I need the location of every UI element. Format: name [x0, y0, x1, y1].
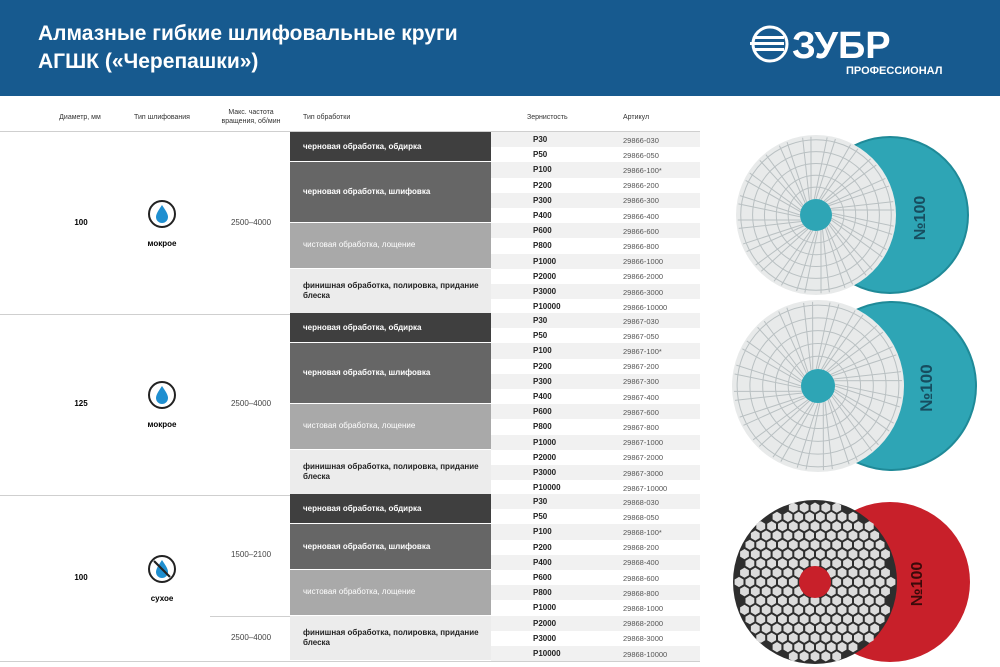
grit-value: P100	[533, 346, 552, 356]
grit-value: P100	[533, 165, 552, 175]
grit-value: P800	[533, 422, 552, 432]
grit-value: P1000	[533, 437, 557, 447]
diameter-value: 125	[74, 399, 88, 409]
grit-value: P200	[533, 361, 552, 371]
article-number: 29868-200	[623, 543, 659, 553]
product-section	[0, 132, 700, 314]
article-number: 29866-800	[623, 241, 659, 251]
row-band	[491, 132, 700, 147]
row-band	[491, 404, 700, 419]
processing-type-label: чистовая обработка, лощение	[303, 421, 416, 431]
row-band	[491, 646, 700, 661]
no-water-icon	[147, 554, 177, 584]
grit-value: P800	[533, 588, 552, 598]
article-number: 29868-3000	[623, 634, 664, 644]
article-number: 29867-2000	[623, 453, 664, 463]
article-number: 29866-3000	[623, 287, 664, 297]
processing-type	[290, 494, 491, 524]
grit-value: P3000	[533, 633, 557, 643]
grit-value: P10000	[533, 483, 561, 493]
row-band	[491, 555, 700, 570]
row-band	[491, 374, 700, 389]
grit-value: P200	[533, 180, 552, 190]
grinding-mode-label: мокрое	[147, 420, 177, 430]
row-band	[491, 524, 700, 539]
disc-100-wet-image	[730, 130, 990, 305]
grit-value: P2000	[533, 452, 557, 462]
grit-value: P600	[533, 407, 552, 417]
article-number: 29867-600	[623, 407, 659, 417]
grit-value: P200	[533, 542, 552, 552]
processing-type-label: черновая обработка, обдирка	[303, 322, 422, 332]
row-band	[491, 223, 700, 238]
grit-value: P30	[533, 316, 548, 325]
article-number: 29867-400	[623, 392, 659, 402]
grit-value: P800	[533, 241, 552, 251]
article-number: 29866-1000	[623, 257, 664, 267]
article-number: 29866-050	[623, 150, 659, 160]
article-number: 29867-300	[623, 377, 659, 387]
disc-label: №100	[917, 364, 936, 412]
product-section	[0, 313, 700, 495]
article-number: 29867-200	[623, 362, 659, 372]
grit-value: P10000	[533, 302, 561, 312]
row-band	[491, 435, 700, 450]
water-drop-icon	[147, 199, 177, 229]
brand-name: ЗУБР	[792, 25, 891, 67]
disc-100-dry-image	[730, 498, 990, 667]
grit-value: P10000	[533, 649, 561, 658]
row-band	[491, 284, 700, 299]
grit-value: P100	[533, 527, 552, 537]
brand-subtitle: ПРОФЕССИОНАЛ	[846, 65, 943, 77]
processing-type	[290, 313, 491, 343]
diameter-value: 100	[74, 572, 88, 582]
processing-type-label: финишная обработка, полировка, придание блеска	[303, 462, 479, 482]
col-max-speed-l2: вращения, об/мин	[221, 118, 281, 125]
processing-type	[290, 616, 491, 662]
processing-type	[290, 570, 491, 616]
row-band	[491, 494, 700, 509]
col-processing: Тип обработки	[303, 114, 351, 121]
product-section	[0, 494, 700, 661]
article-number: 29867-050	[623, 331, 659, 341]
col-max-speed-l1: Макс. частота	[228, 109, 274, 116]
page-title-line2: АГШК («Черепашки»)	[38, 50, 259, 73]
article-number: 29866-2000	[623, 272, 664, 282]
water-drop-icon	[147, 380, 177, 410]
processing-type-label: черновая обработка, обдирка	[303, 141, 422, 151]
processing-type-label: финишная обработка, полировка, придание блеска	[303, 627, 479, 647]
col-diameter: Диаметр, мм	[59, 114, 101, 121]
col-article: Артикул	[623, 114, 650, 121]
grit-value: P2000	[533, 271, 557, 281]
col-grinding-type: Тип шлифования	[134, 114, 190, 121]
article-number: 29866-200	[623, 181, 659, 191]
row-band	[491, 193, 700, 208]
grit-value: P3000	[533, 468, 557, 477]
grit-value: P600	[533, 573, 552, 582]
processing-type-label: черновая обработка, шлифовка	[303, 368, 431, 378]
article-number: 29868-600	[623, 573, 659, 583]
grit-value: P2000	[533, 618, 557, 628]
article-number: 29866-10000	[623, 302, 668, 312]
grit-value: P300	[533, 195, 552, 205]
row-band	[491, 162, 700, 177]
disc-label: №100	[912, 195, 929, 241]
grinding-mode-label: мокрое	[147, 239, 177, 249]
grinding-mode-label: сухое	[150, 593, 174, 603]
article-number: 29867-100*	[623, 346, 662, 356]
column-headers	[0, 96, 1000, 132]
grit-value: P1000	[533, 256, 557, 266]
max-speed-value: 1500–2100	[230, 549, 272, 559]
processing-type-label: черновая обработка, обдирка	[303, 503, 422, 513]
processing-type-label: чистовая обработка, лощение	[303, 587, 416, 597]
article-number: 29867-3000	[623, 468, 664, 478]
article-number: 29866-600	[623, 226, 659, 236]
processing-type	[290, 269, 491, 315]
processing-type-label: финишная обработка, полировка, придание блеска	[303, 281, 479, 301]
grit-value: P50	[533, 512, 548, 522]
grit-value: P3000	[533, 287, 557, 296]
speed-lines-icon	[750, 27, 787, 61]
processing-type	[290, 162, 491, 223]
grit-value: P400	[533, 392, 552, 401]
processing-type	[290, 450, 491, 496]
article-number: 29868-2000	[623, 619, 664, 629]
processing-type	[290, 223, 491, 269]
grit-value: P600	[533, 226, 552, 236]
disc-label: №100	[909, 561, 926, 607]
grit-value: P300	[533, 376, 552, 386]
processing-type	[290, 524, 491, 570]
divider	[0, 661, 700, 662]
article-number: 29868-100*	[623, 527, 662, 537]
row-band	[491, 254, 700, 269]
diameter-value: 100	[74, 218, 88, 228]
page-title-line1: Алмазные гибкие шлифовальные круги	[38, 22, 458, 45]
processing-type	[290, 343, 491, 404]
processing-type-label: черновая обработка, шлифовка	[303, 541, 431, 551]
article-number: 29868-030	[623, 497, 659, 507]
divider	[210, 616, 290, 617]
row-band	[491, 465, 700, 480]
disc-125-wet-image	[720, 298, 990, 488]
grit-value: P1000	[533, 603, 557, 613]
article-number: 29867-030	[623, 316, 659, 326]
article-number: 29868-10000	[623, 649, 668, 659]
grit-value: P30	[533, 135, 548, 144]
grit-value: P50	[533, 331, 548, 341]
col-grit: Зернистость	[527, 114, 568, 121]
row-band	[491, 343, 700, 358]
row-band	[491, 585, 700, 600]
processing-type	[290, 132, 491, 162]
brand-logo	[748, 22, 968, 80]
max-speed-value: 2500–4000	[230, 633, 272, 643]
article-number: 29866-300	[623, 196, 659, 206]
article-number: 29866-030	[623, 135, 659, 145]
article-number: 29868-400	[623, 558, 659, 568]
row-band	[491, 313, 700, 328]
row-band	[491, 616, 700, 631]
grit-value: P30	[533, 497, 548, 506]
processing-type	[290, 404, 491, 450]
max-speed-value: 2500–4000	[230, 399, 272, 409]
article-number: 29868-050	[623, 512, 659, 522]
max-speed-value: 2500–4000	[230, 218, 272, 228]
processing-type-label: черновая обработка, шлифовка	[303, 187, 431, 197]
grit-value: P400	[533, 557, 552, 567]
grit-value: P50	[533, 150, 548, 160]
article-number: 29867-1000	[623, 438, 664, 448]
processing-type-label: чистовая обработка, лощение	[303, 240, 416, 250]
grit-value: P400	[533, 211, 552, 220]
header-banner	[0, 0, 1000, 96]
article-number: 29868-1000	[623, 603, 664, 613]
article-number: 29866-100*	[623, 165, 662, 175]
article-number: 29867-800	[623, 422, 659, 432]
article-number: 29868-800	[623, 588, 659, 598]
article-number: 29866-400	[623, 211, 659, 221]
article-number: 29867-10000	[623, 483, 668, 493]
